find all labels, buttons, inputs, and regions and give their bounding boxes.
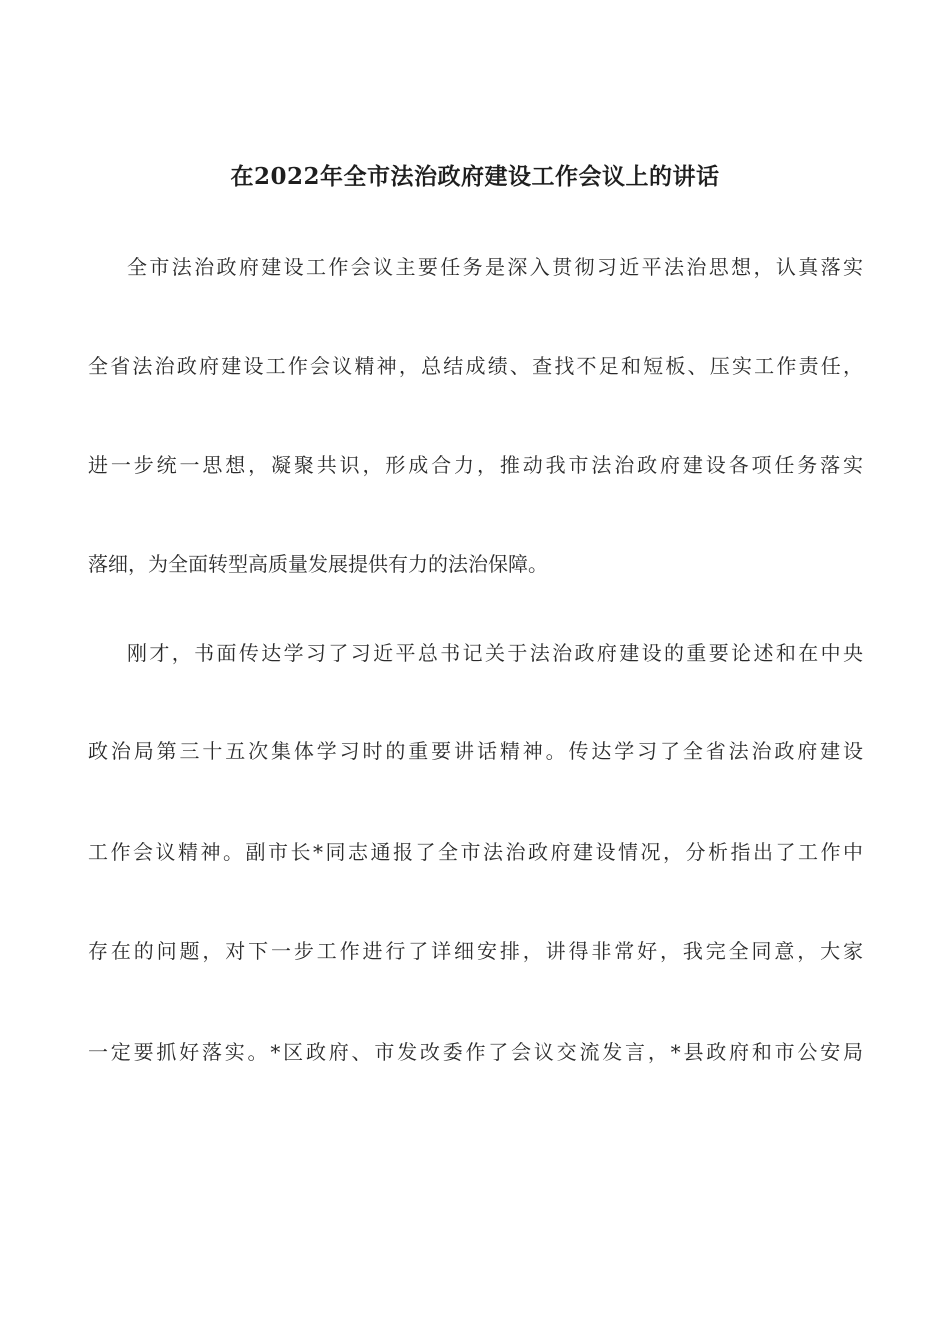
paragraph-line: 全市法治政府建设工作会议主要任务是深入贯彻习近平法治思想，认真落实 [127, 255, 863, 279]
paragraph-line: 存在的问题，对下一步工作进行了详细安排，讲得非常好，我完全同意，大家 [88, 939, 863, 963]
paragraph-line: 刚才，书面传达学习了习近平总书记关于法治政府建设的重要论述和在中央 [127, 641, 863, 665]
document-title: 在2022年全市法治政府建设工作会议上的讲话 [230, 163, 720, 190]
paragraph-line: 政治局第三十五次集体学习时的重要讲话精神。传达学习了全省法治政府建设 [88, 739, 863, 763]
paragraph-line: 工作会议精神。副市长*同志通报了全市法治政府建设情况，分析指出了工作中 [88, 840, 863, 864]
paragraph-line: 一定要抓好落实。*区政府、市发改委作了会议交流发言，*县政府和市公安局 [88, 1040, 863, 1064]
paragraph-line: 落细，为全面转型高质量发展提供有力的法治保障。 [88, 552, 548, 576]
paragraph-line: 全省法治政府建设工作会议精神，总结成绩、查找不足和短板、压实工作责任， [88, 354, 863, 378]
paragraph-line: 进一步统一思想，凝聚共识，形成合力，推动我市法治政府建设各项任务落实 [88, 453, 863, 477]
